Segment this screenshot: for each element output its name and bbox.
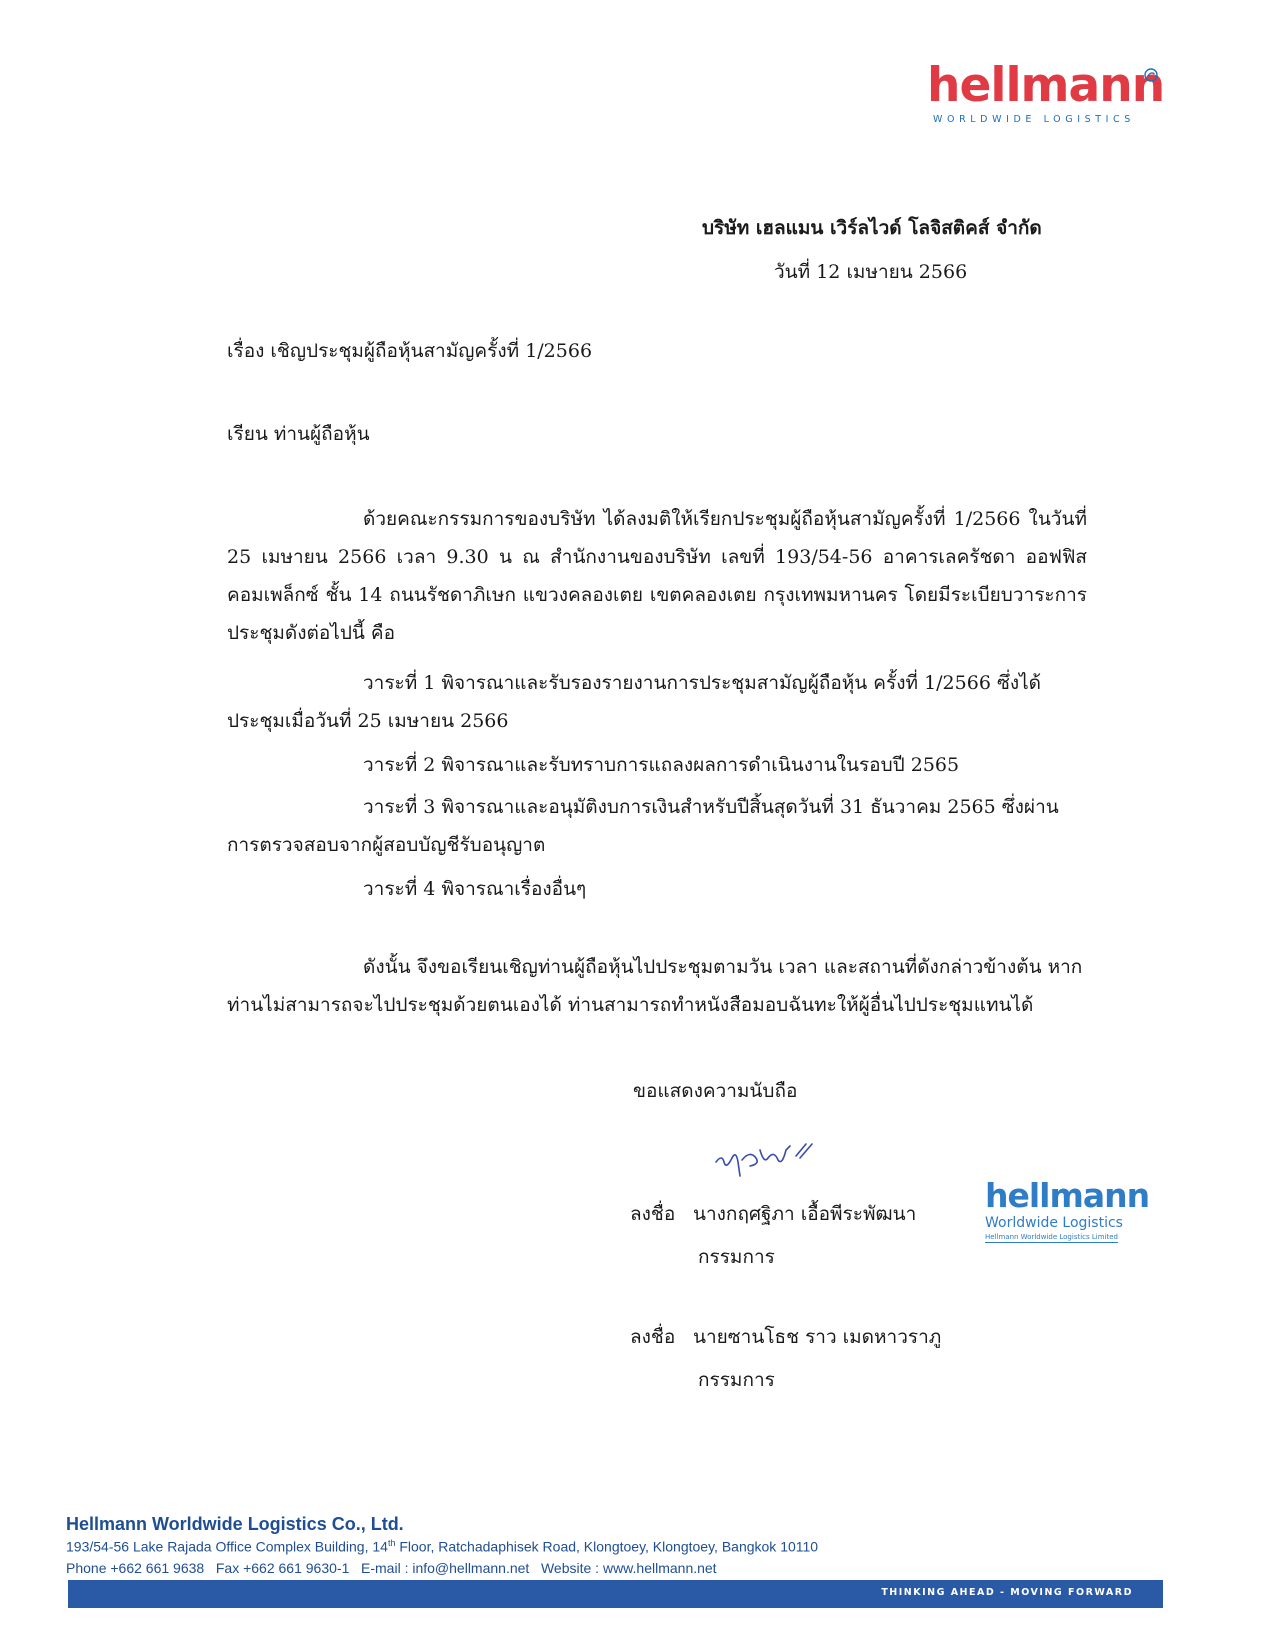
signatory-2-name: นายซานโธช ราว เมดหาวราภู — [693, 1326, 942, 1348]
stamp-word: hellmann — [985, 1176, 1150, 1215]
intro-paragraph: ด้วยคณะกรรมการของบริษัท ได้ลงมติให้เรียกประชุมผู้ถือหุ้นสามัญครั้งที่ 1/2566 ในวันที่ 25 เมษายน 2566 เวลา 9.30 น ณ สำนักงานของบริษัท เลขที่ 193/54-56 อาคารเลครัชดา ออฟฟิส คอมเพล็กซ์ ชั้น 14 ถนนรัชดาภิเษก แขวงคลองเตย เขตคลองเตย กรุงเทพมหานคร โดยมีระเบียบวาระการประชุมดังต่อไปนี้ คือ — [227, 508, 1087, 644]
salutation: เรียน ท่านผู้ถือหุ้น — [227, 423, 370, 445]
footer-address-sup: th — [387, 1538, 396, 1548]
regards: ขอแสดงความนับถือ — [633, 1080, 798, 1102]
company-name: บริษัท เฮลแมน เวิร์ลไวด์ โลจิสติคส์ จำกัด — [702, 217, 1042, 239]
logo-swoosh-icon — [1144, 68, 1158, 82]
logo-tagline: WORLDWIDE LOGISTICS — [933, 114, 1135, 125]
handwritten-signature — [712, 1140, 822, 1188]
closing-paragraph: ดังนั้น จึงขอเรียนเชิญท่านผู้ถือหุ้นไปประชุมตามวัน เวลา และสถานที่ดังกล่าวข้างต้น หากท่านไม่สามารถจะไปประชุมด้วยตนเองได้ ท่านสามารถทำหนังสือมอบฉันทะให้ผู้อื่นไปประชุมแทนได้ — [227, 956, 1083, 1016]
letter-date: วันที่ 12 เมษายน 2566 — [774, 261, 968, 283]
footer-address — [66, 1538, 818, 1555]
footer-address-pre: 193/54-56 Lake Rajada Office Complex Building, 14 — [66, 1538, 388, 1555]
hellmann-logo — [927, 58, 1165, 128]
signatory-2-prefix: ลงชื่อ — [630, 1326, 676, 1348]
company-stamp — [985, 1176, 1165, 1252]
signatory-2-title: กรรมการ — [698, 1369, 775, 1391]
signatory-1-prefix: ลงชื่อ — [630, 1203, 676, 1225]
footer-address-post: Floor, Ratchadaphisek Road, Klongtoey, Klongtoey, Bangkok 10110 — [395, 1538, 819, 1555]
agenda-item-2: วาระที่ 2 พิจารณาและรับทราบการแถลงผลการดำเนินงานในรอบปี 2565 — [363, 754, 960, 776]
logo-word: hellmann — [927, 58, 1165, 113]
signatory-1-name: นางกฤศฐิภา เอื้อพีระพัฒนา — [693, 1203, 917, 1225]
stamp-line-1: Worldwide Logistics — [985, 1215, 1123, 1231]
footer-bar — [68, 1580, 1163, 1608]
footer-slogan: THINKING AHEAD - MOVING FORWARD — [881, 1587, 1133, 1598]
signatory-1-title: กรรมการ — [698, 1246, 775, 1268]
stamp-line-2: Hellmann Worldwide Logistics Limited — [985, 1233, 1118, 1241]
agenda-item-3: วาระที่ 3 พิจารณาและอนุมัติงบการเงินสำหรับปีสิ้นสุดวันที่ 31 ธันวาคม 2565 ซึ่งผ่านการตรวจสอบจากผู้สอบบัญชีรับอนุญาต — [227, 796, 1059, 856]
footer-contact: Phone +662 661 9638 Fax +662 661 9630-1 E-mail : info@hellmann.net Website : www.hellmann.net — [66, 1560, 717, 1576]
agenda-item-1: วาระที่ 1 พิจารณาและรับรองรายงานการประชุมสามัญผู้ถือหุ้น ครั้งที่ 1/2566 ซึ่งได้ประชุมเมื่อวันที่ 25 เมษายน 2566 — [227, 672, 1042, 732]
footer-company-name: Hellmann Worldwide Logistics Co., Ltd. — [66, 1514, 404, 1534]
subject-line: เรื่อง เชิญประชุมผู้ถือหุ้นสามัญครั้งที่ 1/2566 — [227, 340, 593, 362]
agenda-item-4: วาระที่ 4 พิจารณาเรื่องอื่นๆ — [363, 878, 587, 900]
